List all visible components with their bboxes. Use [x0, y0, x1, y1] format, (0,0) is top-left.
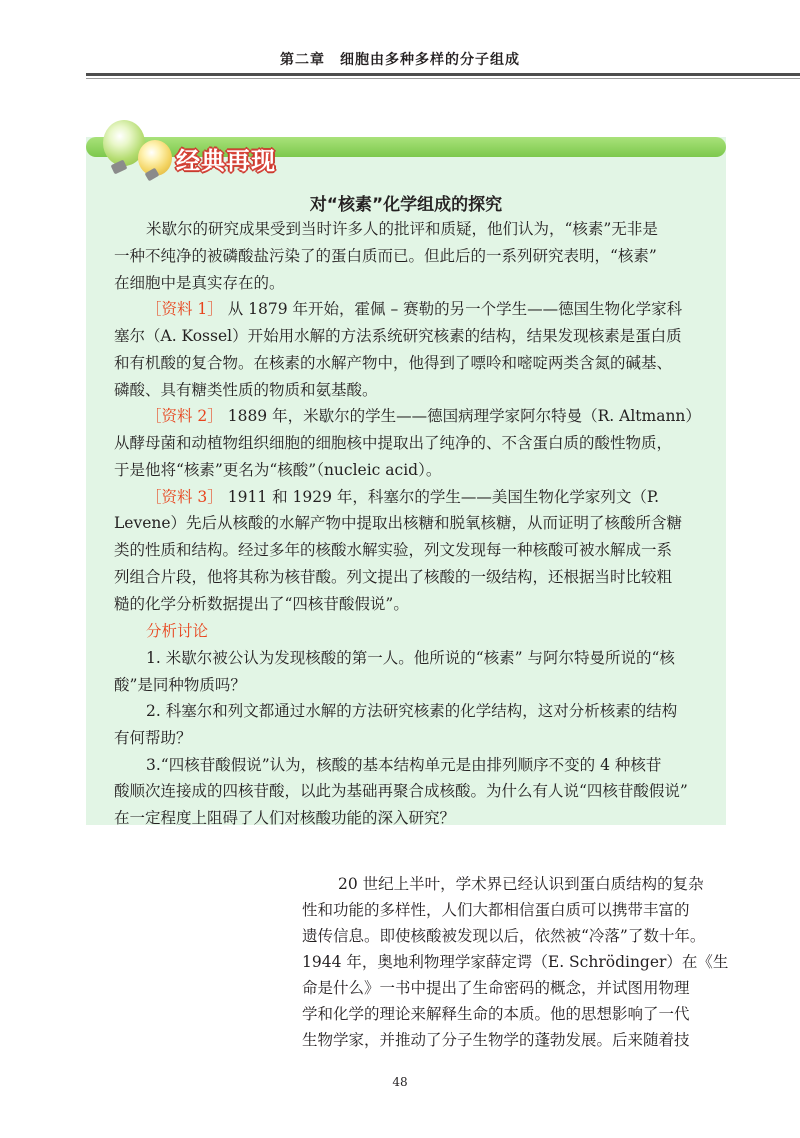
material-3-line: 类的性质和结构。经过多年的核酸水解实验，列文发现每一种核酸可被水解成一系	[114, 541, 673, 559]
body-line: 性和功能的多样性，人们大都相信蛋白质可以携带丰富的	[302, 901, 690, 919]
question-2-cont: 有何帮助？	[114, 729, 192, 747]
material-3-first-line	[146, 490, 659, 506]
question-1-cont: 酸”是同种物质吗？	[114, 676, 246, 694]
material-2-line: 从酵母菌和动植物组织细胞的细胞核中提取出了纯净的、不含蛋白质的酸性物质，	[114, 434, 673, 452]
material-3-text: 1911 和 1929 年，科塞尔的学生——美国生物化学家列文（P.	[222, 488, 660, 506]
material-1-line: 磷酸、具有糖类性质的物质和氨基酸。	[114, 381, 378, 399]
material-1-text: 从 1879 年开始，霍佩 – 赛勒的另一个学生——德国生物化学家科	[222, 300, 683, 318]
body-line: 遗传信息。即使核酸被发现以后，依然被“冷落”了数十年。	[302, 927, 706, 945]
intro-line: 在细胞中是真实存在的。	[114, 274, 285, 292]
running-header	[0, 0, 800, 77]
material-2-tag: ［资料 2］	[146, 407, 223, 425]
body-line: 命是什么》一书中提出了生命密码的概念，并试图用物理	[302, 979, 690, 997]
question-2: 2. 科塞尔和列文都通过水解的方法研究核素的化学结构，这对分析核素的结构	[146, 702, 678, 720]
material-3-line: Levene）先后从核酸的水解产物中提取出核糖和脱氧核糖，从而证明了核酸所含糖	[114, 514, 683, 532]
material-3-line: 列组合片段，他将其称为核苷酸。列文提出了核酸的一级结构，还根据当时比较粗	[114, 568, 673, 586]
intro-line: 米歇尔的研究成果受到当时许多人的批评和质疑，他们认为，“核素”无非是	[146, 220, 658, 238]
body-line: 20 世纪上半叶，学术界已经认识到蛋白质结构的复杂	[338, 875, 704, 893]
body-line: 学和化学的理论来解释生命的本质。他的思想影响了一代	[302, 1005, 690, 1023]
intro-line: 一种不纯净的被磷酸盐污染了的蛋白质而已。但此后的一系列研究表明，“核素”	[114, 247, 657, 265]
material-2-line: 于是他将“核素”更名为“核酸”（nucleic acid）。	[114, 461, 442, 479]
discussion-heading: 分析讨论	[146, 622, 209, 640]
material-1-line: 和有机酸的复合物。在核素的水解产物中，他得到了嘌呤和嘧啶两类含氮的碱基、	[114, 354, 673, 372]
material-1-line: 塞尔（A. Kossel）开始用水解的方法系统研究核素的结构，结果发现核素是蛋白质	[114, 327, 682, 345]
header-rule-thin	[86, 78, 800, 79]
feature-box	[86, 137, 726, 825]
material-2-first-line	[146, 409, 701, 425]
material-1-first-line	[146, 302, 682, 318]
header-rule	[86, 73, 800, 76]
material-2-text: 1889 年，米歇尔的学生——德国病理学家阿尔特曼（R. Altmann）	[222, 407, 701, 425]
article-title: 对“核素”化学组成的探究	[309, 195, 503, 215]
material-3-line: 糙的化学分析数据提出了“四核苷酸假说”。	[114, 595, 409, 613]
body-line: 生物学家，并推动了分子生物学的蓬勃发展。后来随着技	[302, 1031, 690, 1049]
question-3-cont: 酸顺次连接成的四核苷酸，以此为基础再聚合成核酸。为什么有人说“四核苷酸假说”	[114, 782, 688, 800]
question-3-cont: 在一定程度上阻碍了人们对核酸功能的深入研究？	[114, 809, 456, 827]
material-1-tag: ［资料 1］	[146, 300, 223, 318]
material-3-tag: ［资料 3］	[146, 488, 223, 506]
question-1: 1. 米歇尔被公认为发现核酸的第一人。他所说的“核素” 与阿尔特曼所说的“核	[146, 649, 675, 667]
page-number: 48	[392, 1075, 408, 1089]
body-line: 1944 年，奥地利物理学家薛定谔（E. Schrödinger）在《生	[302, 953, 729, 971]
chapter-title: 第二章 细胞由多种多样的分子组成	[280, 52, 520, 68]
question-3: 3.“四核苷酸假说”认为，核酸的基本结构单元是由排列顺序不变的 4 种核苷	[146, 756, 662, 774]
section-label: 经典再现	[176, 147, 276, 175]
